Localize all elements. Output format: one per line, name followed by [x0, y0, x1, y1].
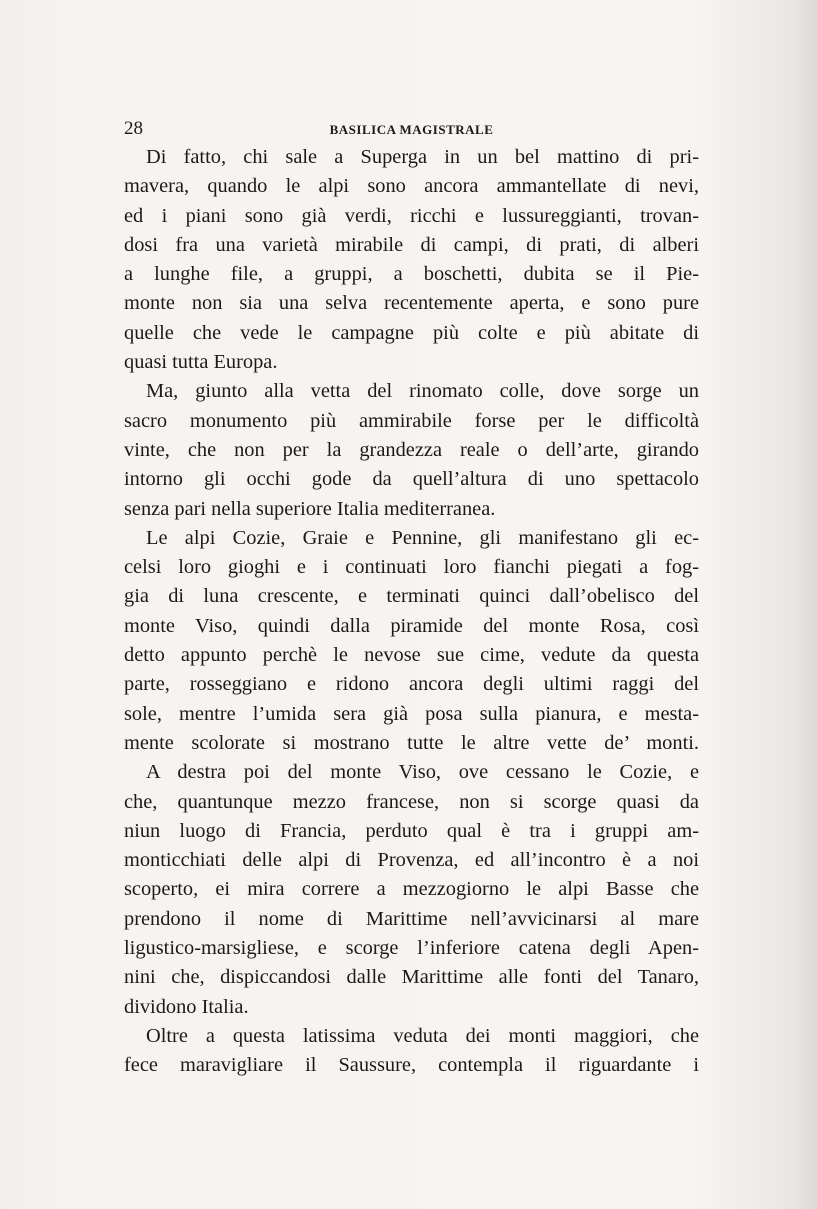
text-line-content: sole, mentre l’umida sera già posa sulla pianura, e mesta- — [124, 702, 699, 725]
text-line-content: mavera, quando le alpi sono ancora ammantellate di nevi, — [124, 175, 699, 198]
text-line-content: intorno gli occhi gode da quell’altura di uno spettacolo — [124, 468, 699, 491]
text-line-content: Le alpi Cozie, Graie e Pennine, gli manifestano gli ec- — [146, 526, 699, 549]
text-line-content: monte Viso, quindi dalla piramide del monte Rosa, così — [124, 614, 699, 637]
text-line-content: prendono il nome di Marittime nell’avvicinarsi al mare — [124, 907, 699, 930]
text-line — [124, 524, 699, 553]
text-line-content: scoperto, ei mira correre a mezzogiorno le alpi Basse che — [124, 878, 699, 901]
text-line — [124, 963, 699, 992]
text-line-content: a lunghe file, a gruppi, a boschetti, dubita se il Pie- — [124, 263, 699, 286]
text-line — [124, 1051, 699, 1080]
text-line — [124, 846, 699, 875]
text-line — [124, 700, 699, 729]
text-line — [124, 495, 699, 524]
text-line-content: che, quantunque mezzo francese, non si scorge quasi da — [124, 790, 699, 813]
running-head: BASILICA MAGISTRALE — [329, 122, 494, 137]
page-header — [124, 118, 699, 140]
text-line-content: dividono Italia. — [124, 995, 249, 1018]
text-line-content: senza pari nella superiore Italia mediterranea. — [124, 497, 496, 520]
text-line-content: quasi tutta Europa. — [124, 351, 278, 374]
text-line-content: dosi fra una varietà mirabile di campi, di prati, di alberi — [124, 233, 699, 256]
text-line-content: mente scolorate si mostrano tutte le altre vette de’ monti. — [124, 731, 699, 754]
text-line-content: ed i piani sono già verdi, ricchi e lussureggianti, trovan- — [124, 204, 699, 227]
text-line — [124, 172, 699, 201]
text-line-content: ligustico-marsigliese, e scorge l’inferiore catena degli Apen- — [124, 937, 699, 960]
text-line-content: gia di luna crescente, e terminati quinci dall’obelisco del — [124, 585, 699, 608]
text-line — [124, 553, 699, 582]
text-line-content: Ma, giunto alla vetta del rinomato colle, dove sorge un — [146, 380, 699, 403]
text-line-content: parte, rosseggiano e ridono ancora degli ultimi raggi del — [124, 673, 699, 696]
text-line — [124, 231, 699, 260]
text-line-content: detto appunto perchè le nevose sue cime, vedute da questa — [124, 644, 699, 667]
text-line — [124, 1022, 699, 1051]
text-line — [124, 729, 699, 758]
text-line — [124, 436, 699, 465]
text-line — [124, 289, 699, 318]
body-text — [124, 143, 699, 1081]
text-line — [124, 465, 699, 494]
text-line — [124, 612, 699, 641]
text-line — [124, 377, 699, 406]
text-line-content: fece maravigliare il Saussure, contempla il riguardante i — [124, 1054, 699, 1077]
text-line-content: monticchiati delle alpi di Provenza, ed all’incontro è a noi — [124, 849, 699, 872]
text-line — [124, 934, 699, 963]
text-line-content: sacro monumento più ammirabile forse per le difficoltà — [124, 409, 699, 432]
text-line-content: celsi loro gioghi e i continuati loro fianchi piegati a fog- — [124, 556, 699, 579]
text-line — [124, 407, 699, 436]
text-line-content: A destra poi del monte Viso, ove cessano le Cozie, e — [146, 761, 699, 784]
text-line-content: vinte, che non per la grandezza reale o dell’arte, girando — [124, 438, 699, 461]
text-line-content: monte non sia una selva recentemente aperta, e sono pure — [124, 292, 699, 315]
text-line-content: quelle che vede le campagne più colte e più abitate di — [124, 321, 699, 344]
text-line — [124, 993, 699, 1022]
text-line — [124, 260, 699, 289]
page-number: 28 — [124, 118, 143, 139]
text-line-content: nini che, dispiccandosi dalle Marittime alle fonti del Tanaro, — [124, 966, 699, 989]
text-line — [124, 905, 699, 934]
text-line — [124, 817, 699, 846]
text-line — [124, 641, 699, 670]
text-line — [124, 319, 699, 348]
text-line — [124, 143, 699, 172]
text-line — [124, 202, 699, 231]
text-line — [124, 758, 699, 787]
text-line — [124, 875, 699, 904]
text-line — [124, 670, 699, 699]
text-line-content: Oltre a questa latissima veduta dei monti maggiori, che — [146, 1024, 699, 1047]
text-line-content: Di fatto, chi sale a Superga in un bel mattino di pri- — [146, 146, 699, 168]
text-line — [124, 348, 699, 377]
text-line — [124, 788, 699, 817]
text-line — [124, 582, 699, 611]
text-line-content: niun luogo di Francia, perduto qual è tra i gruppi am- — [124, 819, 699, 842]
